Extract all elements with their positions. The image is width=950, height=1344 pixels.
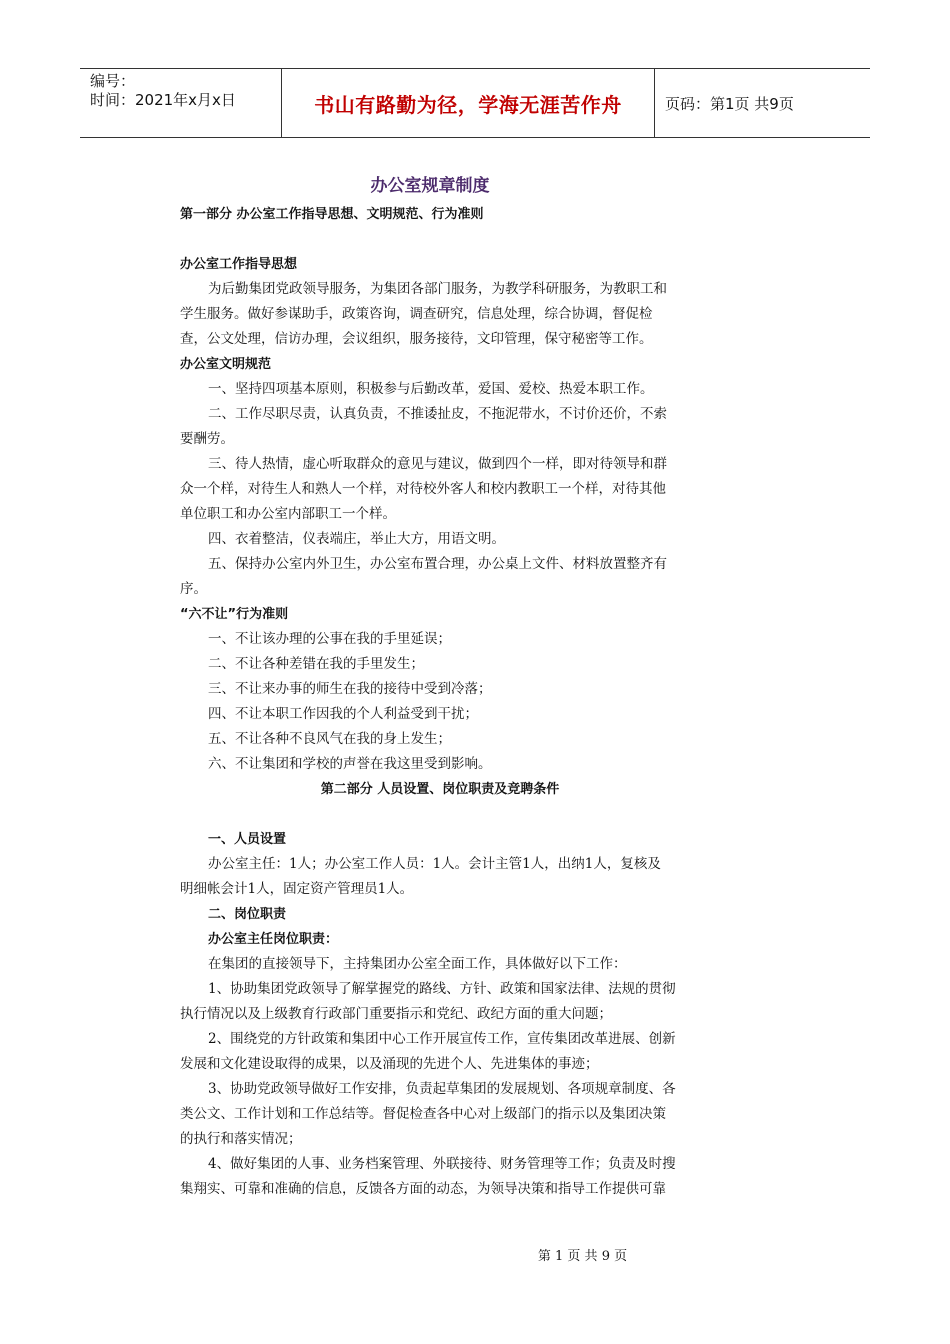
paragraph-line: 明细帐会计1人，固定资产管理员1人。 — [180, 881, 414, 897]
paragraph-line: 众一个样，对待生人和熟人一个样，对待校外客人和校内教职工一个样，对待其他 — [180, 481, 666, 497]
subsection-heading: 办公室主任岗位职责： — [208, 932, 339, 947]
list-item: 三、不让来办事的师生在我的接待中受到冷落； — [208, 681, 492, 697]
footer-page-number: 第 1 页 共 9 页 — [537, 1249, 628, 1264]
paragraph-line: 五、保持办公室内外卫生，办公室布置合理，办公桌上文件、材料放置整齐有 — [208, 556, 667, 572]
paragraph-line: 要酬劳。 — [180, 431, 234, 447]
paragraph-line: 执行情况以及上级教育行政部门重要指示和党纪、政纪方面的重大问题； — [180, 1006, 612, 1022]
number-label: 编号： — [90, 72, 136, 90]
paragraph-line: 学生服务。做好参谋助手，政策咨询，调查研究，信息处理，综合协调，督促检 — [180, 306, 653, 322]
paragraph-line: 2、围绕党的方针政策和集团中心工作开展宣传工作，宣传集团改革进展、创新 — [208, 1031, 676, 1047]
paragraph-line: 二、工作尽职尽责，认真负责，不推诿扯皮，不拖泥带水，不讨价还价，不索 — [208, 406, 667, 422]
date-label: 时间：2021年x月x日 — [90, 91, 236, 109]
document-title: 办公室规章制度 — [370, 176, 490, 196]
paragraph-line: 单位职工和办公室内部职工一个样。 — [180, 506, 396, 522]
paragraph-line: 一、坚持四项基本原则，积极参与后勤改革，爱国、爱校、热爱本职工作。 — [208, 381, 654, 397]
part1-heading: 第一部分 办公室工作指导思想、文明规范、行为准则 — [180, 207, 484, 222]
list-item: 五、不让各种不良风气在我的身上发生； — [208, 731, 451, 747]
paragraph-line: 查，公文处理，信访办理，会议组织，服务接待，文印管理，保守秘密等工作。 — [180, 331, 653, 347]
list-item: 一、不让该办理的公事在我的手里延误； — [208, 631, 451, 647]
paragraph-line: 办公室主任：1人；办公室工作人员：1人。会计主管1人，出纳1人，复核及 — [208, 856, 661, 872]
section-heading: 办公室工作指导思想 — [180, 257, 298, 272]
paragraph-line: 为后勤集团党政领导服务，为集团各部门服务，为教学科研服务，为教职工和 — [208, 281, 667, 297]
header-motto-cell — [281, 69, 655, 137]
paragraph-line: 集翔实、可靠和准确的信息，反馈各方面的动态，为领导决策和指导工作提供可靠 — [180, 1181, 666, 1197]
list-item: 四、不让本职工作因我的个人利益受到干扰； — [208, 706, 478, 722]
paragraph-line: 四、衣着整洁，仪表端庄，举止大方，用语文明。 — [208, 531, 505, 547]
part2-heading: 第二部分 人员设置、岗位职责及竞聘条件 — [320, 782, 560, 797]
document-header — [80, 68, 870, 138]
header-page-label: 页码：第1页 共9页 — [665, 94, 794, 113]
paragraph-line: 4、做好集团的人事、业务档案管理、外联接待、财务管理等工作；负责及时搜 — [208, 1156, 676, 1172]
section-heading: 办公室文明规范 — [180, 357, 272, 372]
paragraph-line: 类公文、工作计划和工作总结等。督促检查各中心对上级部门的指示以及集团决策 — [180, 1106, 666, 1122]
header-meta — [80, 69, 280, 140]
section-heading: “六不让”行为准则 — [180, 607, 289, 622]
paragraph-line: 的执行和落实情况； — [180, 1131, 302, 1147]
page-footer — [0, 1245, 950, 1264]
paragraph-line: 发展和文化建设取得的成果，以及涌现的先进个人、先进集体的事迹； — [180, 1056, 599, 1072]
paragraph-line: 序。 — [180, 581, 207, 597]
paragraph-line: 在集团的直接领导下，主持集团办公室全面工作，具体做好以下工作： — [208, 956, 627, 972]
paragraph-line: 三、待人热情，虚心听取群众的意见与建议，做到四个一样，即对待领导和群 — [208, 456, 667, 472]
section-heading: 二、岗位职责 — [208, 907, 287, 922]
document-body — [180, 170, 700, 1202]
paragraph-line: 1、协助集团党政领导了解掌握党的路线、方针、政策和国家法律、法规的贯彻 — [208, 981, 676, 997]
header-motto: 书山有路勤为径，学海无涯苦作舟 — [314, 92, 622, 117]
section-heading: 一、人员设置 — [208, 832, 287, 847]
list-item: 六、不让集团和学校的声誉在我这里受到影响。 — [208, 756, 492, 772]
paragraph-line: 3、协助党政领导做好工作安排，负责起草集团的发展规划、各项规章制度、各 — [208, 1081, 676, 1097]
list-item: 二、不让各种差错在我的手里发生； — [208, 656, 424, 672]
